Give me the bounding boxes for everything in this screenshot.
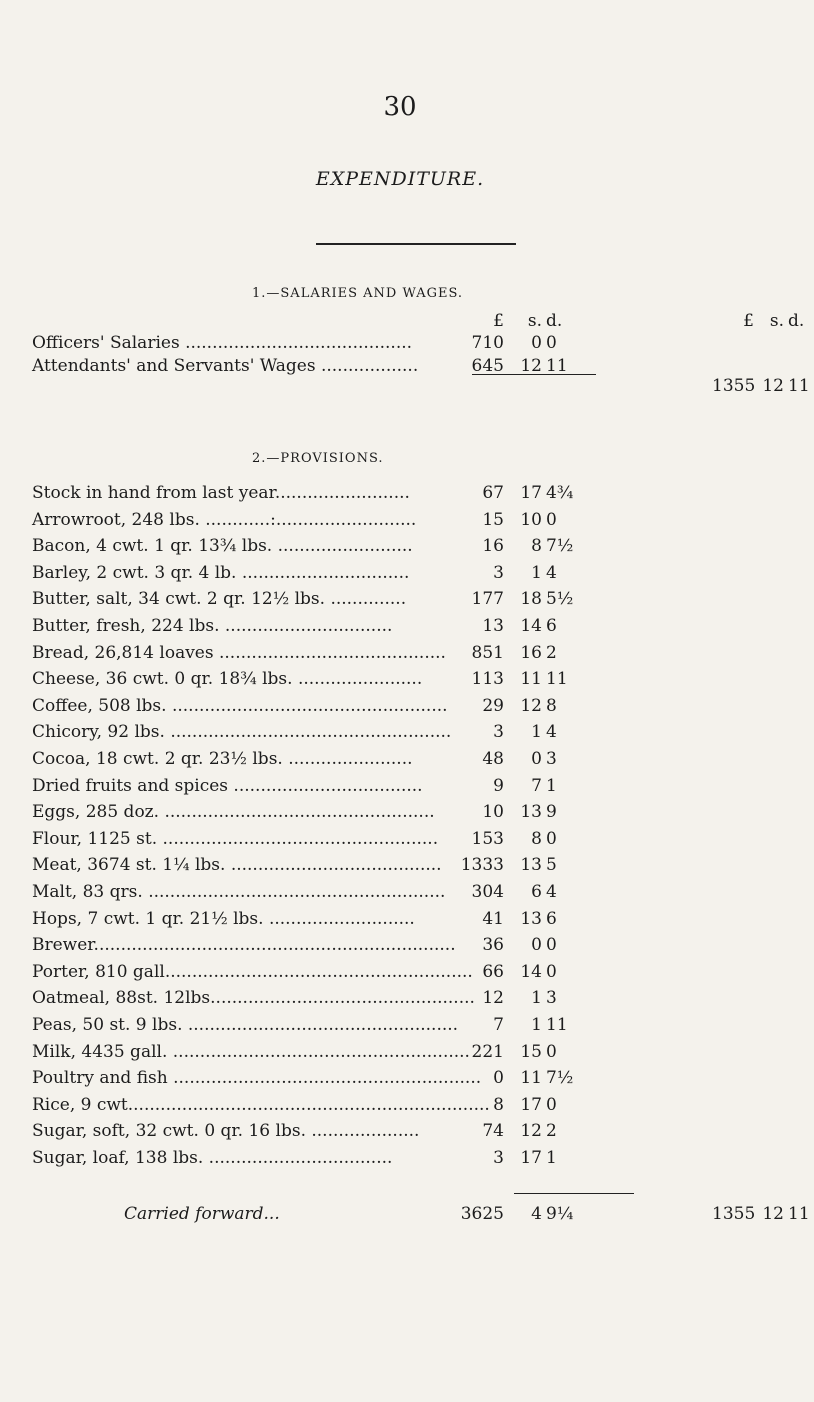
col-total-pence: d. [788,311,805,331]
row-label: Hops, 7 cwt. 1 qr. 21½ lbs. ........................... [32,908,415,929]
col-total-pounds: £ [743,311,754,331]
row-pounds: 7 [493,1015,504,1035]
row-pence: 2 [546,642,557,663]
row-shillings: 14 [520,616,542,636]
row-label: Barley, 2 cwt. 3 qr. 4 lb. ............................... [32,562,410,583]
row-label: Coffee, 508 lbs. ................................................... [32,695,448,716]
row-shillings: 17 [520,1094,542,1115]
row-pence: 11 [546,1015,568,1035]
row-pounds: 12 [482,988,504,1009]
carried-forward-total-shillings: 12 [762,1204,784,1224]
row-label: Meat, 3674 st. 1¼ lbs. ....................................... [32,855,442,876]
row-shillings: 8 [531,828,542,849]
col-pounds: £ [493,311,504,331]
row-shillings: 13 [520,802,542,823]
row-shillings: 12 [520,356,542,376]
row-pence: 0 [546,1094,557,1115]
row-pounds: 48 [482,749,504,769]
col-total-shillings: s. [769,311,784,331]
row-pounds: 153 [471,828,504,849]
row-shillings: 10 [520,509,542,530]
row-pounds: 221 [471,1041,504,1062]
row-pounds: 304 [471,882,504,902]
row-label: Cocoa, 18 cwt. 2 qr. 23½ lbs. ....................... [32,749,413,769]
row-shillings: 12 [520,695,542,716]
row-label: Bread, 26,814 loaves .......................................... [32,642,446,663]
row-shillings: 16 [520,642,542,663]
row-label: Sugar, loaf, 138 lbs. .................................. [32,1148,393,1168]
row-pounds: 9 [493,775,504,796]
row-label: Poultry and fish ......................................................... [32,1068,482,1089]
row-pence: 2 [546,1121,557,1142]
row-shillings: 1 [531,562,542,583]
row-pence: 6 [546,908,557,929]
row-label: Officers' Salaries .......................................... [32,333,413,353]
row-pence: 5½ [546,589,574,610]
row-label: Porter, 810 gall......................................................... [32,961,473,982]
row-pounds: 177 [471,589,504,610]
row-label: Milk, 4435 gall. ....................................................... [32,1041,470,1062]
row-label: Peas, 50 st. 9 lbs. .................................................. [32,1015,459,1035]
row-pounds: 0 [493,1068,504,1089]
salary-total-pounds: 1355 [712,376,756,396]
row-shillings: 13 [520,908,542,929]
row-pence: 9 [546,802,557,823]
row-label: Malt, 83 qrs. ....................................................... [32,882,446,902]
carried-forward-pence: 9¼ [546,1204,574,1224]
salary-sum-rule [472,374,596,375]
row-pence: 0 [546,1041,557,1062]
row-pence: 8 [546,695,557,716]
row-label: Rice, 9 cwt................................................................... [32,1094,490,1115]
row-label: Dried fruits and spices ................................... [32,775,423,796]
row-pounds: 3 [493,722,504,743]
row-pounds: 10 [482,802,504,823]
row-pounds: 67 [482,483,504,503]
row-pounds: 851 [471,642,504,663]
row-pounds: 66 [482,961,504,982]
salary-total-pence: 11 [788,376,810,396]
row-label: Chicory, 92 lbs. .................................................... [32,722,452,743]
row-pence: 4 [546,882,557,902]
row-pence: 11 [546,356,568,376]
row-shillings: 17 [520,1148,542,1168]
section-heading-provisions: 2.—PROVISIONS. [252,451,384,466]
row-label: Attendants' and Servants' Wages .................. [32,356,419,376]
row-shillings: 6 [531,882,542,902]
row-pounds: 74 [482,1121,504,1142]
row-pounds: 113 [471,669,504,690]
carried-forward-rule [514,1193,634,1194]
row-shillings: 1 [531,1015,542,1035]
row-shillings: 0 [531,749,542,769]
salary-total-shillings: 12 [762,376,784,396]
row-label: Oatmeal, 88st. 12lbs................................................. [32,988,475,1009]
row-shillings: 1 [531,988,542,1009]
row-shillings: 18 [520,589,542,610]
row-pounds: 3 [493,562,504,583]
row-shillings: 11 [520,669,542,690]
row-shillings: 14 [520,961,542,982]
row-label: Sugar, soft, 32 cwt. 0 qr. 16 lbs. .................... [32,1121,420,1142]
page-title: EXPENDITURE. [315,168,485,190]
row-pence: 0 [546,935,557,956]
row-pence: 3 [546,749,557,769]
row-pounds: 13 [482,616,504,636]
row-pounds: 41 [482,908,504,929]
row-label: Cheese, 36 cwt. 0 qr. 18¾ lbs. ....................... [32,669,423,690]
row-shillings: 15 [520,1041,542,1062]
row-label: Flour, 1125 st. ................................................... [32,828,439,849]
row-label: Brewer................................................................... [32,935,456,956]
carried-forward-total-pounds: 1355 [712,1204,756,1224]
row-shillings: 7 [531,775,542,796]
col-pence: d. [546,311,563,331]
row-shillings: 17 [520,483,542,503]
row-pounds: 1333 [460,855,504,876]
page-number: 30 [383,92,417,122]
carried-forward-shillings: 4 [531,1204,542,1224]
carried-forward-label: Carried forward... [124,1204,280,1224]
row-shillings: 0 [531,333,542,353]
row-pence: 11 [546,669,568,690]
row-label: Eggs, 285 doz. .................................................. [32,802,435,823]
row-pence: 3 [546,988,557,1009]
row-label: Butter, salt, 34 cwt. 2 qr. 12½ lbs. .............. [32,589,407,610]
row-pence: 4 [546,562,557,583]
row-pence: 7½ [546,536,574,557]
row-shillings: 11 [520,1068,542,1089]
row-pounds: 8 [493,1094,504,1115]
col-shillings: s. [527,311,542,331]
row-label: Butter, fresh, 224 lbs. ............................... [32,616,393,636]
row-pence: 1 [546,775,557,796]
row-pounds: 3 [493,1148,504,1168]
row-label: Stock in hand from last year......................... [32,483,410,503]
row-pence: 0 [546,961,557,982]
row-pence: 0 [546,333,557,353]
carried-forward-total-pence: 11 [788,1204,810,1224]
title-rule [316,243,516,245]
section-heading-salaries: 1.—SALARIES AND WAGES. [252,286,464,301]
row-pence: 1 [546,1148,557,1168]
row-pounds: 15 [482,509,504,530]
row-pence: 7½ [546,1068,574,1089]
row-pence: 4¾ [546,483,574,503]
row-shillings: 0 [531,935,542,956]
row-pence: 5 [546,855,557,876]
row-pence: 0 [546,509,557,530]
row-shillings: 12 [520,1121,542,1142]
row-pounds: 645 [471,356,504,376]
row-pence: 0 [546,828,557,849]
carried-forward-pounds: 3625 [460,1204,504,1224]
row-pounds: 16 [482,536,504,557]
row-shillings: 1 [531,722,542,743]
row-pence: 4 [546,722,557,743]
row-pence: 6 [546,616,557,636]
row-shillings: 13 [520,855,542,876]
row-pounds: 36 [482,935,504,956]
row-pounds: 710 [471,333,504,353]
row-pounds: 29 [482,695,504,716]
row-label: Bacon, 4 cwt. 1 qr. 13¾ lbs. ......................... [32,536,413,557]
row-label: Arrowroot, 248 lbs. ............:.......................... [32,509,417,530]
row-shillings: 8 [531,536,542,557]
